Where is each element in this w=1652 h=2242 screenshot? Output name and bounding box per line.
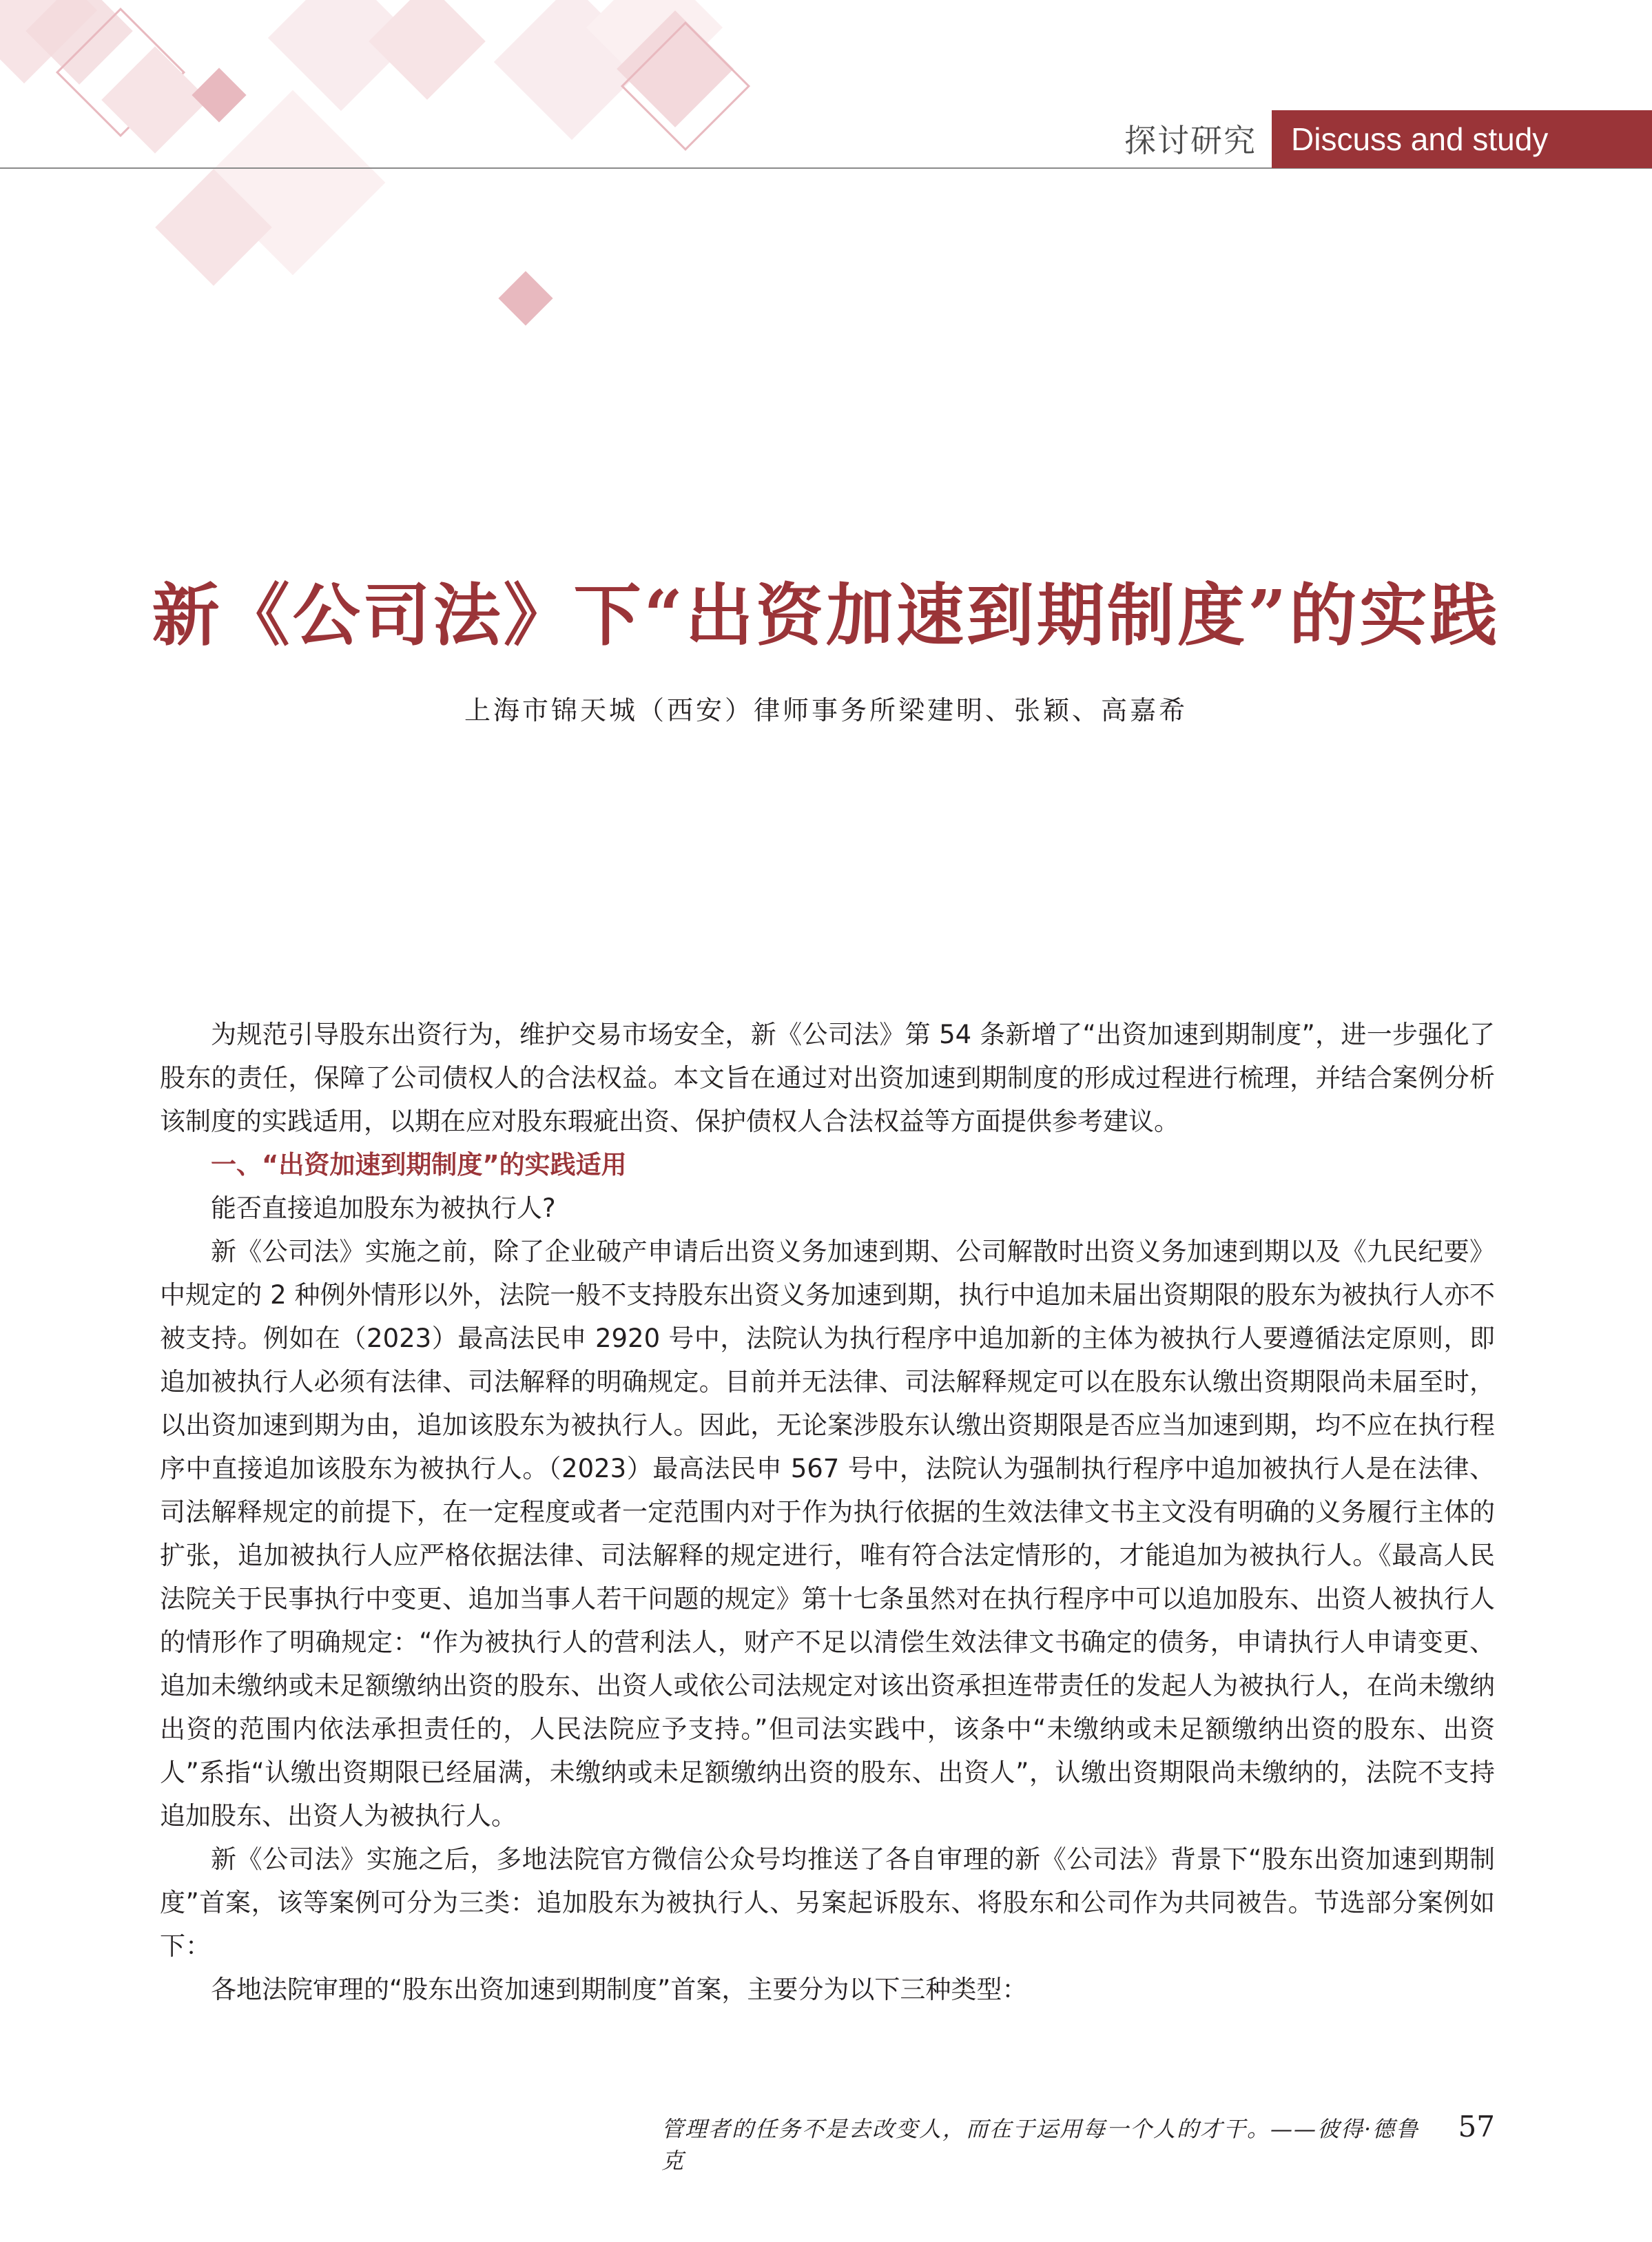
footer-quote: 管理者的任务不是去改变人，而在于运用每一个人的才干。——彼得·德鲁克 [661, 2116, 1420, 2174]
decorative-diamonds [0, 0, 1652, 358]
paragraph-before-law: 新《公司法》实施之前，除了企业破产申请后出资义务加速到期、公司解散时出资义务加速到期以及《九民纪要》中规定的 2 种例外情形以外，法院一般不支持股东出资义务加速到期，执行中追加未届出资期限的股东为被执行人亦不被支持。例如在（2023）最高法民申 2920 号中，法院认为执行程序中追加新的主体为被执行人要遵循法定原则，即追加被执行人必须有法律、司法解释的明确规定。目前并无法律、司法解释规定可以在股东认缴出资期限尚未届至时，以出资加速到期为由，追加该股东为被执行人。因此，无论案涉股东认缴出资期限是否应当加速到期，均不应在执行程序中直接追加该股东为被执行人。（2023）最高法民申 567 号中，法院认为强制执行程序中追加被执行人是在法律、司法解释规定的前提下，在一定程度或者一定范围内对于作为执行依据的生效法律文书主文没有明确的义务履行主体的扩张，追加被执行人应严格依据法律、司法解释的规定进行，唯有符合法定情形的，才能追加为被执行人。《最高人民法院关于民事执行中变更、追加当事人若干问题的规定》第十七条虽然对在执行程序中可以追加股东、出资人被执行人的情形作了明确规定：“作为被执行人的营利法人，财产不足以清偿生效法律文书确定的债务，申请执行人申请变更、追加未缴纳或未足额缴纳出资的股东、出资人或依公司法规定对该出资承担连带责任的发起人为被执行人，在尚未缴纳出资的范围内依法承担责任的，人民法院应予支持。”但司法实践中，该条中“未缴纳或未足额缴纳出资的股东、出资人”系指“认缴出资期限已经届满，未缴纳或未足额缴纳出资的股东、出资人”，认缴出资期限尚未缴纳的，法院不支持追加股东、出资人为被执行人。 [160, 1237, 1495, 1831]
article-byline: 上海市锦天城（西安）律师事务所梁建明、张颖、高嘉希 [464, 695, 1188, 726]
paragraph-after-law: 新《公司法》实施之后，多地法院官方微信公众号均推送了各自审理的新《公司法》背景下“股东出资加速到期制度”首案，该等案例可分为三类：追加股东为被执行人、另案起诉股东、将股东和公司作为共同被告。节选部分案例如下： [160, 1844, 1495, 1961]
section-category-en: Discuss and study [1272, 110, 1652, 168]
paragraph-intro: 为规范引导股东出资行为，维护交易市场安全，新《公司法》第 54 条新增了“出资加速到期制度”，进一步强化了股东的责任，保障了公司债权人的合法权益。本文旨在通过对出资加速到期制度的形成过程进行梳理，并结合案例分析该制度的实践适用，以期在应对股东瑕疵出资、保护债权人合法权益等方面提供参考建议。 [160, 1020, 1495, 1136]
paragraph-case-types: 各地法院审理的“股东出资加速到期制度”首案，主要分为以下三种类型： [211, 1975, 1028, 2004]
question-line: 能否直接追加股东为被执行人? [211, 1193, 556, 1223]
section-heading: 一、“出资加速到期制度”的实践适用 [211, 1150, 627, 1180]
page-number: 57 [1458, 2110, 1495, 2143]
article-body [160, 1013, 1495, 2011]
article-title: 新《公司法》下“出资加速到期制度”的实践 [152, 576, 1500, 655]
diamond-pattern-graphic [0, 0, 749, 326]
page-footer [661, 2110, 1495, 2175]
section-category: 探讨研究 [1124, 122, 1257, 159]
